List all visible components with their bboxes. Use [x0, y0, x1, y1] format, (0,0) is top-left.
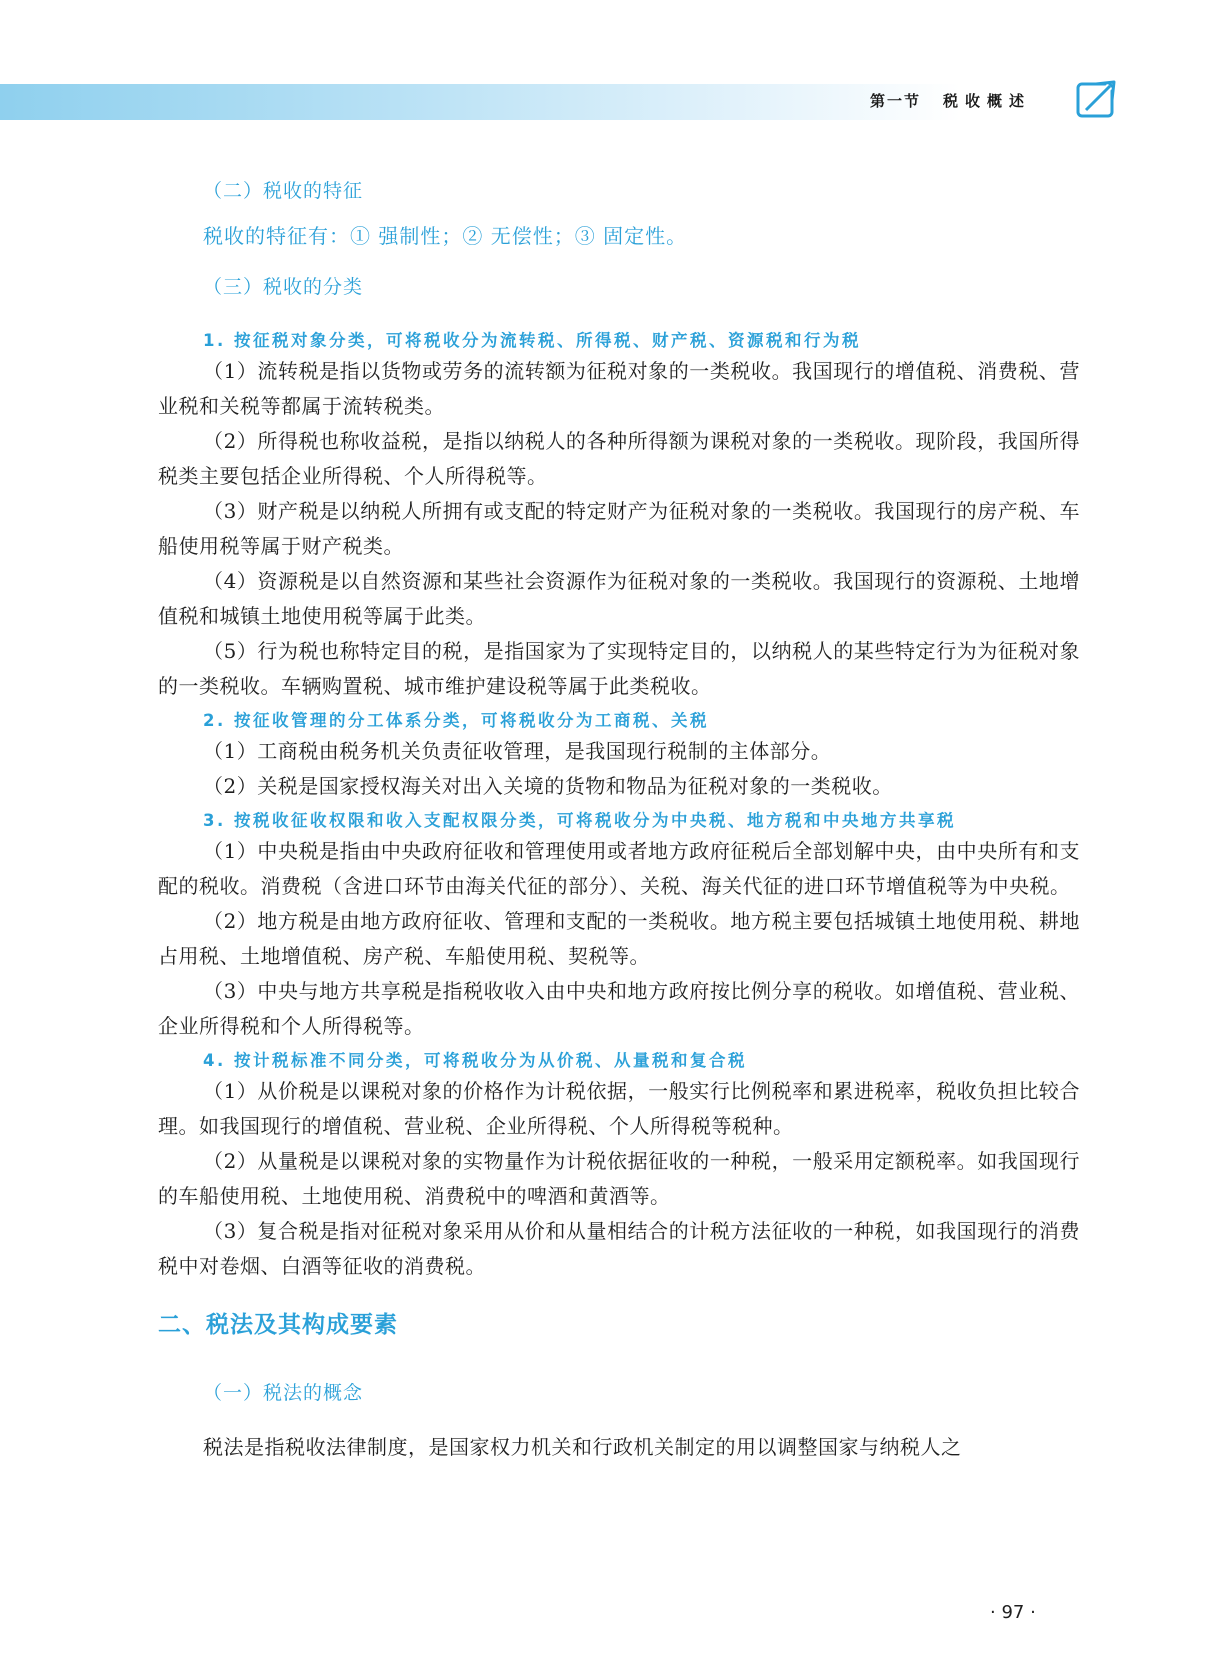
header-section: 第一节 [870, 92, 922, 110]
paragraph-3-2: （2）地方税是由地方政府征收、管理和支配的一类税收。地方税主要包括城镇土地使用税、耕地占用税、土地增值税、房产税、车船使用税、契税等。 [158, 909, 1080, 968]
paragraph-1-5: （5）行为税也称特定目的税，是指国家为了实现特定目的，以纳税人的某些特定行为为征税对象的一类税收。车辆购置税、城市维护建设税等属于此类税收。 [158, 639, 1080, 698]
features-text: 税收的特征有：① 强制性；② 无偿性；③ 固定性。 [203, 224, 688, 248]
paragraph-1-1: （1）流转税是指以货物或劳务的流转额为征税对象的一类税收。我国现行的增值税、消费税、营业税和关税等都属于流转税类。 [158, 359, 1080, 418]
item-title-2: 2. 按征收管理的分工体系分类，可将税收分为工商税、关税 [203, 711, 709, 730]
paragraph-4-1: （1）从价税是以课税对象的价格作为计税依据，一般实行比例税率和累进税率，税收负担比较合理。如我国现行的增值税、营业税、企业所得税、个人所得税等税种。 [158, 1079, 1080, 1138]
subheading-concept: （一）税法的概念 [203, 1382, 364, 1404]
section-title-tax-law: 二、税法及其构成要素 [158, 1312, 398, 1338]
subheading-classification: （三）税收的分类 [203, 276, 364, 298]
paragraph-last: 税法是指税收法律制度，是国家权力机关和行政机关制定的用以调整国家与纳税人之 [203, 1435, 962, 1459]
arrow-up-right-icon [1076, 78, 1120, 118]
paragraph-4-3: （3）复合税是指对征税对象采用从价和从量相结合的计税方法征收的一种税，如我国现行的消费税中对卷烟、白酒等征收的消费税。 [158, 1219, 1080, 1278]
page-content [158, 176, 1080, 1465]
paragraph-2-1: （1）工商税由税务机关负责征收管理，是我国现行税制的主体部分。 [203, 739, 832, 763]
page-number: · 97 · [990, 1602, 1036, 1623]
paragraph-1-3: （3）财产税是以纳税人所拥有或支配的特定财产为征税对象的一类税收。我国现行的房产税、车船使用税等属于财产税类。 [158, 499, 1080, 558]
header-title: 税收概述 [943, 92, 1032, 110]
paragraph-1-4: （4）资源税是以自然资源和某些社会资源作为征税对象的一类税收。我国现行的资源税、土地增值税和城镇土地使用税等属于此类。 [158, 569, 1080, 628]
item-title-3: 3. 按税收征收权限和收入支配权限分类，可将税收分为中央税、地方税和中央地方共享税 [203, 811, 956, 830]
paragraph-2-2: （2）关税是国家授权海关对出入关境的货物和物品为征税对象的一类税收。 [203, 774, 893, 798]
subheading-features: （二）税收的特征 [203, 180, 364, 202]
paragraph-3-1: （1）中央税是指由中央政府征收和管理使用或者地方政府征税后全部划解中央，由中央所有和支配的税收。消费税（含进口环节由海关代征的部分）、关税、海关代征的进口环节增值税等为中央税。 [158, 839, 1080, 898]
paragraph-1-2: （2）所得税也称收益税，是指以纳税人的各种所得额为课税对象的一类税收。现阶段，我国所得税类主要包括企业所得税、个人所得税等。 [158, 429, 1080, 488]
item-title-4: 4. 按计税标准不同分类，可将税收分为从价税、从量税和复合税 [203, 1051, 747, 1070]
paragraph-4-2: （2）从量税是以课税对象的实物量作为计税依据征收的一种税，一般采用定额税率。如我国现行的车船使用税、土地使用税、消费税中的啤酒和黄酒等。 [158, 1149, 1080, 1208]
running-header [870, 90, 1031, 111]
item-title-1: 1. 按征税对象分类，可将税收分为流转税、所得税、财产税、资源税和行为税 [203, 331, 861, 350]
paragraph-3-3: （3）中央与地方共享税是指税收收入由中央和地方政府按比例分享的税收。如增值税、营业税、企业所得税和个人所得税等。 [158, 979, 1080, 1038]
